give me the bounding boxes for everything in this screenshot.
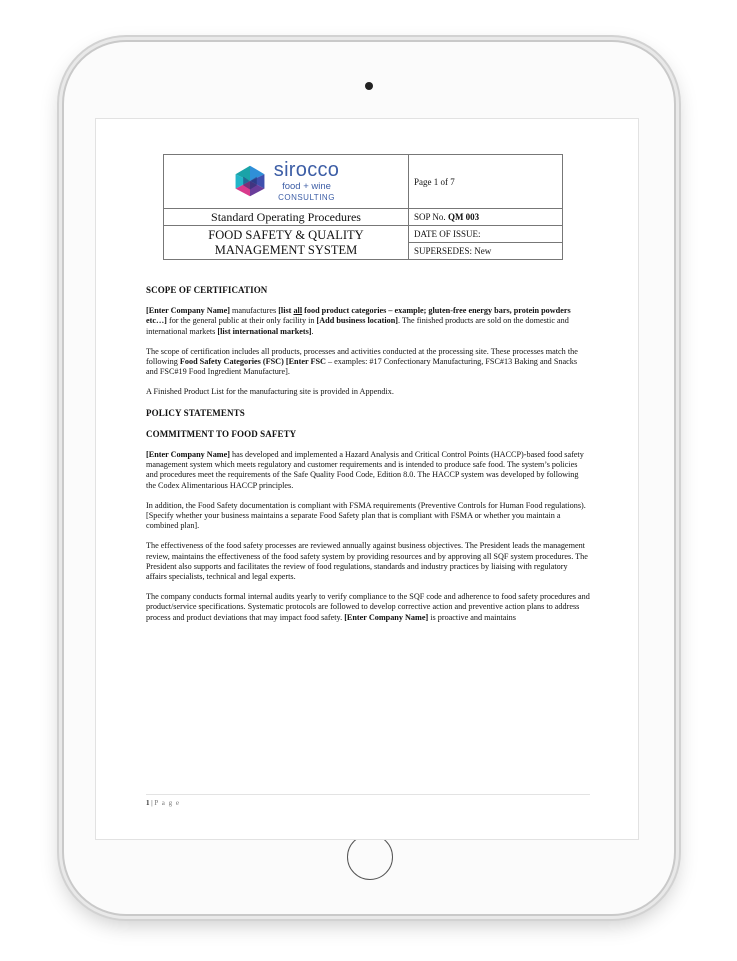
commitment-heading: COMMITMENT TO FOOD SAFETY — [146, 428, 297, 439]
placeholder-location: [Add business location] — [316, 316, 398, 326]
text-run: manufactures — [230, 306, 279, 316]
logo-name: sirocco — [273, 159, 340, 182]
document-page — [96, 119, 639, 840]
commitment-paragraph-1 — [146, 450, 590, 491]
scope-heading: SCOPE OF CERTIFICATION — [146, 285, 268, 295]
sop-number-label: SOP No. — [414, 212, 446, 222]
document-title-cell — [164, 226, 409, 260]
document-viewer-screen[interactable] — [95, 118, 639, 840]
footer-page-number: 1 — [146, 799, 150, 807]
sirocco-logo-icon — [233, 164, 267, 198]
document-title: FOOD SAFETY & QUALITY MANAGEMENT SYSTEM — [208, 227, 364, 257]
logo-subtitle: food + wine — [282, 181, 331, 193]
page-info: Page 1 of 7 — [414, 176, 455, 187]
supersedes: SUPERSEDES: New — [414, 246, 492, 256]
sop-title: Standard Operating Procedures — [211, 209, 361, 224]
home-button[interactable] — [347, 834, 393, 880]
placeholder-text: food product categories – example; gluten-free energy bars, protein powders etc…] — [146, 306, 571, 326]
sop-number-value: QM 003 — [447, 212, 480, 222]
sop-number-cell — [409, 209, 563, 226]
logo-subtitle-2: CONSULTING — [278, 192, 335, 202]
commitment-paragraph-2: In addition, the Food Safety documentation is compliant with FSMA requirements (Preventive Controls for Human Food regulations). [Specify whether your business maintains a separate Food Safety plan that is compliant with FSMA or whether you maintain a combined plan]. — [146, 500, 586, 531]
logo-cell — [164, 155, 409, 209]
text-run: The company conducts formal internal audits yearly to verify compliance to the SQF code and adherence to food safety procedures and product/service specifications. Systematic protocols are followed to develop corrective action and preventive action plans to address process and product deviations that may impact food safety. — [146, 592, 590, 622]
scope-paragraph-3: A Finished Product List for the manufacturing site is provided in Appendix. — [146, 387, 394, 397]
scope-paragraph-2 — [146, 347, 590, 378]
text-run: . The finished products are sold on the domestic and international markets — [146, 316, 569, 336]
text-run: has developed and implemented a Hazard Analysis and Critical Control Points (HACCP)-based food safety management system which meets regulatory and customer requirements and is intended to produce safe food. The system’s policies and procedures meet the requirements of the Safe Quality Food Code, Edition 8.0. The HACCP system was developed by following the Codex Alimentarious HACCP principles. — [146, 450, 584, 490]
document-header-table — [163, 154, 563, 260]
supersedes-cell — [409, 243, 563, 260]
policy-heading: POLICY STATEMENTS — [146, 407, 245, 418]
scope-paragraph-1 — [146, 306, 590, 337]
text-run: – examples: #17 Confectionary Manufacturing, FSC#13 Baking and Snacks and FSC#19 Food Ingredient Manufacture]. — [146, 357, 578, 377]
text-run: . — [311, 326, 314, 336]
placeholder-company-name: [Enter Company Name] — [146, 306, 230, 316]
underlined-text: all — [293, 306, 303, 316]
commitment-paragraph-3: The effectiveness of the food safety processes are reviewed annually against business objectives. The President leads the management review, maintains the effectiveness of the food safety system by providing resources and by approving all SQF system procedures. The President also supports and facilitates the review of food regulations, standards and industry practices by liaising with regulatory affairs specialists, technical and legal experts. — [146, 541, 588, 582]
text-run: The scope of certification includes all products, processes and activities conducted at the processing site. These processes match the following — [146, 346, 578, 367]
placeholder-company-name: [Enter Company Name] — [146, 450, 230, 460]
commitment-paragraph-4 — [146, 592, 590, 623]
sop-title-cell — [164, 209, 409, 226]
placeholder-markets: [list international markets] — [217, 326, 312, 336]
date-of-issue-cell — [409, 226, 563, 243]
footer-separator: | — [149, 799, 155, 807]
document-body — [146, 285, 590, 633]
company-logo — [233, 160, 339, 202]
placeholder-text: [list — [278, 306, 294, 316]
page-footer — [146, 794, 590, 807]
page-info-cell — [409, 155, 563, 209]
footer-page-label: P a g e — [154, 799, 181, 807]
text-run: for the general public at their only facility in — [166, 316, 317, 326]
placeholder-company-name: [Enter Company Name] — [344, 612, 429, 622]
date-of-issue: DATE OF ISSUE: — [414, 229, 481, 239]
camera-icon — [365, 82, 373, 90]
text-run: is proactive and maintains — [428, 612, 516, 622]
placeholder-fsc: Food Safety Categories (FSC) [Enter FSC — [179, 357, 326, 367]
